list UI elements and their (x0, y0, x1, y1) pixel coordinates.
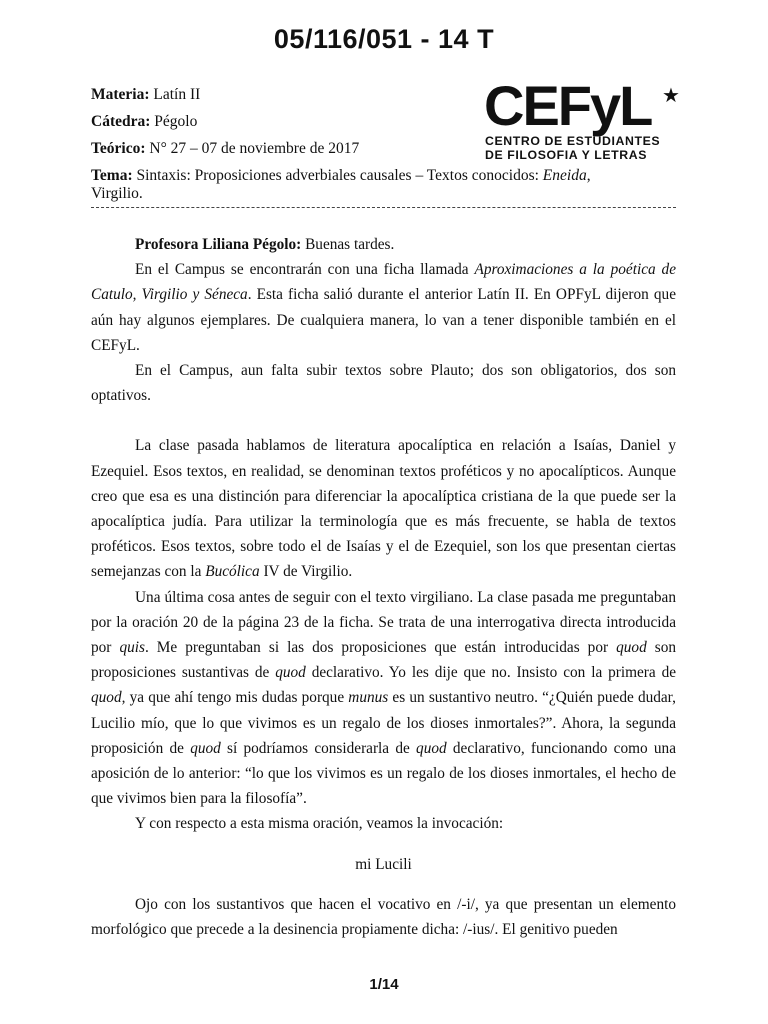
document-body (91, 232, 676, 942)
paragraph-3: En el Campus, aun falta subir textos sobre Plauto; dos son obligatorios, dos son optativos. (91, 362, 676, 405)
paragraph-4: La clase pasada hablamos de literatura apocalíptica en relación a Isaías, Daniel y Ezequiel. Esos textos, en realidad, se denominan textos proféticos y no apocalípticos. Aunque creo que esa es una distinción para diferenciar la apocalíptica cristiana de la que puede ser la apocalíptica judía. Para utilizar la terminología que es más frecuente, se habla de textos proféticos. Esos textos, sobre todo el de Isaías y el de Ezequiel, son los que presentan ciertas semejanzas con la Bucólica IV de Virgilio. (91, 437, 676, 581)
tema-line-2: Virgilio. (91, 185, 143, 202)
materia-line: Materia: Latín II (91, 86, 201, 103)
logo-wordmark: CEFyL (484, 74, 652, 137)
catedra-line: Cátedra: Pégolo (91, 113, 198, 130)
tema-line: Tema: Sintaxis: Proposiciones adverbiales causales – Textos conocidos: Eneida, (91, 167, 591, 184)
dashed-divider (91, 207, 676, 208)
paragraph-6: Y con respecto a esta misma oración, veamos la invocación: (135, 815, 504, 833)
latin-quote: mi Lucili (355, 855, 412, 873)
star-icon: ★ (662, 85, 680, 107)
paragraph-7: Ojo con los sustantivos que hacen el vocativo en /-i/, ya que presentan un elemento morfológico que precede a la desinencia propiamente dicha: /-ius/. El genitivo pueden (91, 895, 676, 939)
logo-line-2: DE FILOSOFIA Y LETRAS (485, 148, 647, 162)
logo-line-1: CENTRO DE ESTUDIANTES (485, 134, 661, 148)
teorico-line: Teórico: N° 27 – 07 de noviembre de 2017 (91, 140, 360, 157)
document-code: 05/116/051 - 14 T (273, 24, 495, 54)
paragraph-1: Profesora Liliana Pégolo: Buenas tardes. (135, 236, 395, 253)
paragraph-5: Una última cosa antes de seguir con el texto virgiliano. La clase pasada me preguntaban por la oración 20 de la página 23 de la ficha. Se trata de una interrogativa directa introducida por quis. Me preguntaban si las dos proposiciones que están introducidas por quod son proposiciones sustantivas de quod declarativo. Yo les dije que no. Insisto con la primera de quod, ya que ahí tengo mis dudas porque munus es un sustantivo neutro. “¿Quién puede dudar, Lucilio mío, que lo que vivimos es un regalo de los dioses inmortales?”. Ahora, la segunda proposición de quod sí podríamos considerarla de quod declarativo, funcionando como una aposición de lo anterior: “lo que los vivimos es un regalo de los dioses inmortales, el hecho de que vivimos bien para la filosofía”. (91, 588, 677, 808)
page-number: 1/14 (369, 976, 399, 993)
cefyl-logo (484, 74, 684, 162)
paragraph-2: En el Campus se encontrarán con una ficha llamada Aproximaciones a la poética de Catulo, Virgilio y Séneca. Esta ficha salió durante el anterior Latín II. En OPFyL dijeron que aún hay algunos ejemplares. De cualquiera manera, lo van a tener disponible también en el CEFyL. (91, 261, 676, 354)
